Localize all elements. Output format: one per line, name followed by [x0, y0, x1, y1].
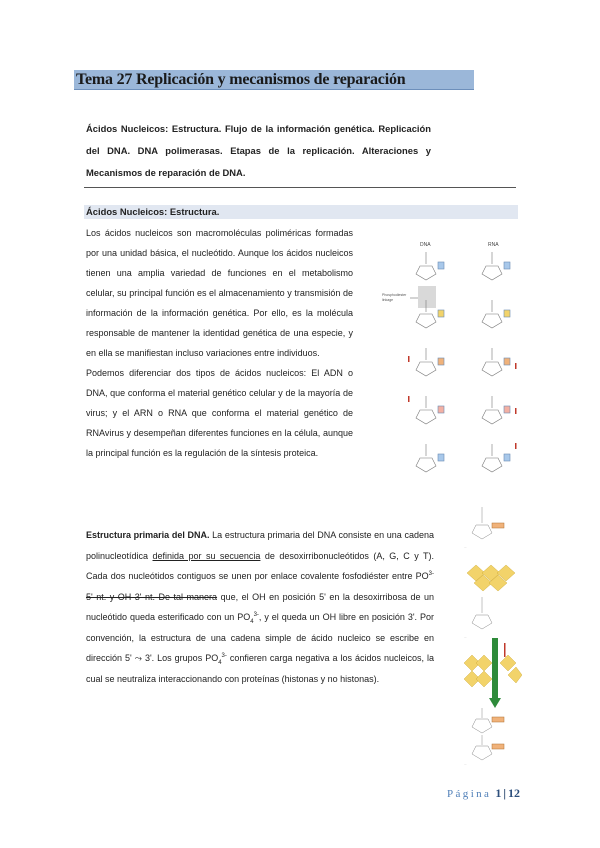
phosphodiester-label-2: linkage	[382, 298, 394, 302]
rna-nucleotide-sugar	[482, 266, 502, 280]
top-nucleotide	[472, 507, 504, 539]
primary-structure-lead: Estructura primaria del DNA.	[86, 530, 210, 540]
rna-chain	[482, 252, 510, 472]
ps-text-4: que, el OH en posición 5' en la desoxirribosa de un nucleótido queda esterificado con un PO	[86, 591, 434, 622]
red-markers	[408, 356, 517, 449]
intro-text	[86, 223, 353, 463]
page-footer	[447, 784, 520, 800]
phosphodiester-highlight	[418, 286, 436, 308]
middle-nucleotide	[472, 597, 492, 629]
ps-text-1: La estructura primaria del DNA consiste en una cadena polinucleotídica	[86, 530, 434, 561]
svg-text:...: ...	[464, 545, 467, 549]
phosphodiester-label: Phosphodiester	[382, 293, 407, 297]
section-heading	[84, 205, 518, 219]
paragraph-primary-structure	[86, 525, 434, 689]
ps-underlined: definida por su secuencia	[152, 550, 261, 561]
rna-nucleotide-base	[504, 262, 510, 269]
page-number: 1	[495, 786, 502, 800]
svg-text:...: ...	[464, 635, 467, 639]
rna-nucleotide-base	[504, 406, 510, 413]
dna-rna-structure-figure	[380, 238, 520, 496]
ps-sub-2: 4	[218, 659, 222, 666]
tiny-captions	[464, 545, 467, 765]
summary-text: Ácidos Nucleicos: Estructura. Flujo de la información genética. Replicación del DNA. DNA polimerasas. Etapas de la replicación. Alteraciones y Mecanismos de reparación de DNA.	[86, 123, 431, 178]
rna-nucleotide-base	[504, 310, 510, 317]
rna-column-label: RNA	[488, 242, 499, 248]
rna-nucleotide-base	[504, 454, 510, 461]
yellow-diamonds-left	[467, 565, 515, 591]
dna-column-label: DNA	[420, 242, 431, 248]
ps-charge-2: 3-	[253, 612, 259, 618]
rna-nucleotide-sugar	[482, 410, 502, 424]
dna-nucleotide-base	[438, 406, 444, 413]
divider	[84, 187, 516, 188]
rna-nucleotide-sugar	[482, 362, 502, 376]
primary-structure-text	[86, 525, 434, 689]
dna-chain	[416, 252, 444, 472]
ps-sub-1: 4	[250, 618, 254, 625]
svg-text:...: ...	[464, 762, 467, 765]
ps-charge-3: 3-	[221, 653, 227, 659]
topic-summary	[86, 118, 431, 184]
dna-nucleotide-sugar	[416, 314, 436, 328]
dna-nucleotide-base	[438, 310, 444, 317]
ps-text-2: de desoxirribonucleótidos (A, G, C y T). Cada dos nucleótidos contiguos se unen por enlace covalente fosfodiéster entre PO	[86, 550, 434, 581]
dna-nucleotide-sugar	[416, 362, 436, 376]
nucleotide-polymerization-figure	[462, 503, 522, 765]
polymerization-arrows	[489, 638, 506, 708]
dna-nucleotide-sugar	[416, 266, 436, 280]
page-total: 12	[508, 786, 520, 800]
bottom-nucleotides	[472, 708, 504, 760]
page-title: Tema 27 Replicación y mecanismos de reparación	[76, 71, 406, 88]
dna-nucleotide-sugar	[416, 410, 436, 424]
rna-nucleotide-sugar	[482, 458, 502, 472]
paragraph-nucleic-acids: Los ácidos nucleicos son macromoléculas poliméricas formadas por una unidad básica, el nucleótido. Aunque los ácidos nucleicos tienen una amplia variedad de funciones en el metabolismo celular, su principal función es el almacenamiento y transmisión de información de la información genética. Por ello, es la molécula responsable de mantener la identidad genética de una especie, y en ella se manifiestan incluso variaciones entre individuos.	[86, 228, 353, 358]
dna-nucleotide-base	[438, 358, 444, 365]
page-separator: |	[503, 786, 506, 800]
dna-nucleotide-base	[438, 454, 444, 461]
dna-nucleotide-base	[438, 262, 444, 269]
dna-nucleotide-sugar	[416, 458, 436, 472]
ps-text-5: , y el queda un OH libre en posición 3'. Por convención, la estructura de una cadena simple de ácido nucleico se escribe en dirección 5' ⤳ 3'. Los grupos PO	[86, 612, 434, 663]
page-label: Página	[447, 788, 492, 800]
ps-charge-1: 3-	[428, 571, 434, 577]
title-bar	[74, 70, 474, 90]
section-heading-text: Ácidos Nucleicos: Estructura.	[86, 206, 220, 217]
rna-nucleotide-sugar	[482, 314, 502, 328]
rna-nucleotide-base	[504, 358, 510, 365]
paragraph-types: Podemos diferenciar dos tipos de ácidos nucleicos: El ADN o DNA, que conforma el material genético celular y de la mayoría de virus; y el ARN o RNA que conforma el material genético de RNAvirus y desempeñan diferentes funciones en la célula, aunque la principal función es la regulación de la síntesis proteica.	[86, 368, 353, 458]
ps-text-6: confieren carga negativa a los ácidos nucleicos, la cual se neutraliza interaccionando con proteínas (histonas y no histonas).	[86, 653, 435, 684]
ps-struck-text: 5' nt. y OH 3' nt. De tal manera	[86, 591, 218, 602]
